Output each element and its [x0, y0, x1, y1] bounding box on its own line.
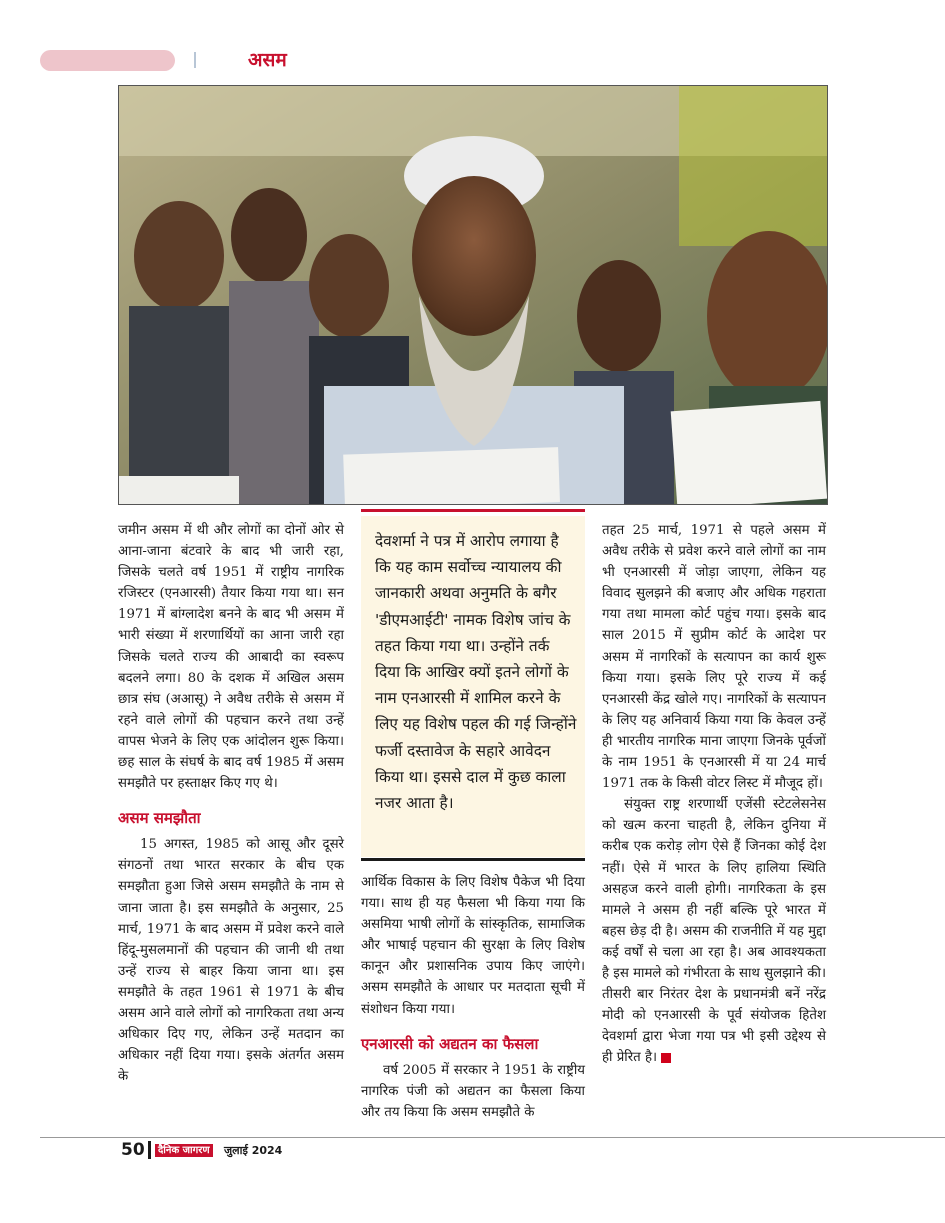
crowd-holding-documents-photo [118, 85, 828, 505]
body-paragraph-final [602, 794, 826, 1068]
footer-separator [148, 1141, 151, 1159]
footer-rule [40, 1137, 945, 1138]
header-separator [194, 52, 196, 68]
subheading-assam-accord: असम समझौता [118, 809, 201, 828]
body-paragraph: 15 अगस्त, 1985 को आसू और दूसरे संगठनों तथा भारत सरकार के बीच एक समझौता हुआ जिसे असम समझौते के नाम से जाना जाता है। इस समझौते के अनुसार, 25 मार्च, 1971 के बाद असम में प्रवेश करने वाले हिंदू-मुसलमानों की पहचान की जानी थी तथा उन्हें राज्य से बाहर किया जाना था। इस समझौते के तहत 1961 से 1971 के बीच असम आने वाले लोगों को नागरिकता तथा अन्य अधिकार दिए गए, लेकिन उन्हें मतदान का अधिकार नहीं दिया गया। इसके अंतर्गत असम के [118, 837, 344, 1085]
magazine-logo: दैनिक जागरण [155, 1144, 213, 1157]
body-paragraph: वर्ष 2005 में सरकार ने 1951 के राष्ट्रीय नागरिक पंजी को अद्यतन का फैसला किया और तय किया कि असम समझौते के [361, 1062, 585, 1120]
pullquote: देवशर्मा ने पत्र में आरोप लगाया है कि यह काम सर्वोच्च न्यायालय की जानकारी अथवा अनुमति के बगैर 'डीएमआईटी' नामक विशेष जांच के तहत किया गया था। उन्होंने तर्क दिया कि आखिर क्यों इतने लोगों के नाम एनआरसी में शामिल करने के लिए यह विशेष पहल की गई जिन्होंने फर्जी दस्तावेज के सहारे आवेदन किया था। इससे दाल में कुछ काला नजर आता है। [361, 516, 585, 857]
pullquote-top-rule [361, 509, 585, 512]
header-pill [40, 50, 175, 71]
body-paragraph: जमीन असम में थी और लोगों का दोनों ओर से आना-जाना बंटवारे के बाद भी जारी रहा, जिसके चलते वर्ष 1951 में राष्ट्रीय नागरिक रजिस्टर (एनआरसी) तैयार किया गया था। सन 1971 में बांग्लादेश बनने के बाद भी असम में भारी संख्या में शरणार्थियों का आना जारी रहा जिसके चलते राज्य की आबादी का स्वरूप बदलने लगा। 80 के दशक में अखिल असम छात्र संघ (अआसू) ने अवैध तरीके से असम में रहने वाले लोगों की पहचान करने तथा उन्हें वापस भेजने के लिए एक आंदोलन शुरू किया। छह साल के संघर्ष के बाद वर्ष 1985 में असम समझौते पर हस्ताक्षर किए गए थे। [118, 523, 344, 792]
body-paragraph: आर्थिक विकास के लिए विशेष पैकेज भी दिया गया। साथ ही यह फैसला भी किया गया कि असमिया भाषी लोगों के सांस्कृतिक, सामाजिक और भाषाई पहचान की सुरक्षा के लिए विशेष कानून और प्रशासनिक उपाय किए जाएंगे। असम समझौते के आधार पर मतदाता सूची में संशोधन किया गया। [361, 875, 585, 1017]
body-paragraph: तहत 25 मार्च, 1971 से पहले असम में अवैध तरीके से प्रवेश करने वाले लोगों का नाम भी एनआरसी में जोड़ा जाएगा, लेकिन यह विवाद सुलझने की बजाए और अधिक गहराता गया तथा मामला कोर्ट पहुंच गया। इसके बाद साल 2015 में सुप्रीम कोर्ट के आदेश पर असम में नागरिकों के सत्यापन का कार्य शुरू किया गया। इसके लिए पूरे राज्य में कई एनआरसी केंद्र खोले गए। नागरिकों के सत्यापन के लिए यह अनिवार्य किया गया कि केवल उन्हें ही भारतीय नागरिक माना जाएगा जिनके पूर्वजों के नाम 1951 के एनआरसी में या 24 मार्च 1971 तक के किसी वोटर लिस्ट में मौजूद हों। [602, 523, 826, 792]
section-title: असम [248, 49, 287, 71]
subheading-nrc-update: एनआरसी को अद्यतन का फैसला [361, 1034, 539, 1053]
issue-date: जुलाई 2024 [224, 1144, 283, 1157]
article-column-3 [602, 520, 826, 1068]
page-number: 50 [121, 1140, 145, 1160]
end-mark-icon [661, 1053, 671, 1063]
article-column-2 [361, 872, 585, 1123]
article-column-1 [118, 520, 344, 1087]
pullquote-bottom-rule [361, 858, 585, 861]
final-paragraph-text: संयुक्त राष्ट्र शरणार्थी एजेंसी स्टेटलेसनेस को खत्म करना चाहती है, लेकिन दुनिया में करीब एक करोड़ लोग ऐसे हैं जिनका कोई देश नहीं। ऐसे में भारत के लिए हालिया स्थिति असहज करने वाली होगी। नागरिकता के इस मामले ने असम ही नहीं बल्कि पूरे भारत में बहस छेड़ दी है। असम की राजनीति में यह मुद्दा कई वर्षों से चला आ रहा है। अब आवश्यकता है इस मामले को गंभीरता के साथ सुलझाने की। तीसरी बार निरंतर देश के प्रधानमंत्री बनें नरेंद्र मोदी को एनआरसी के पूर्व संयोजक हितेश देवशर्मा द्वारा भेजा गया पत्र भी इसी उद्देश्य से ही प्रेरित है। [602, 797, 826, 1066]
